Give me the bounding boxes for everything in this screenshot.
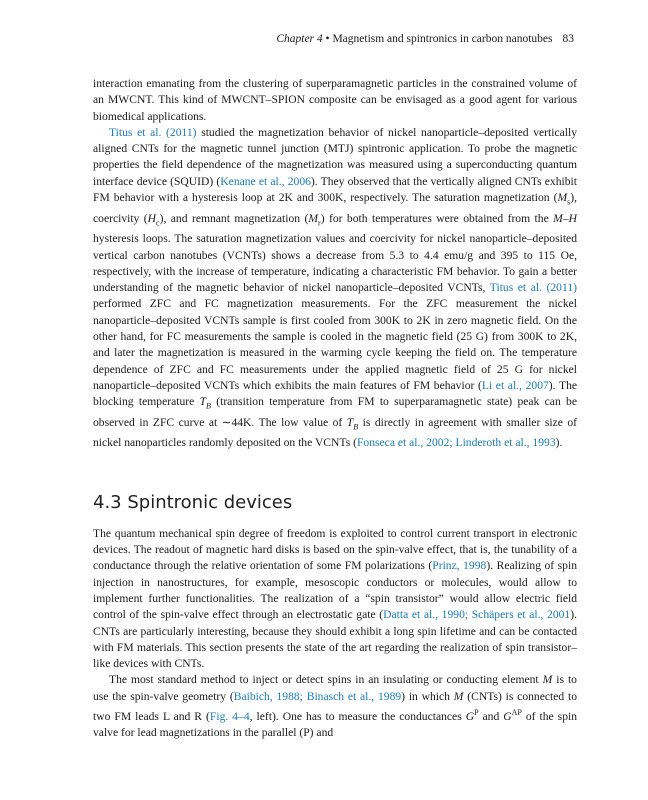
citation-link[interactable]: Baibich, 1988; Binasch et al., 1989: [233, 689, 402, 703]
citation-link[interactable]: Li et al., 2007: [481, 378, 549, 392]
page-body: [93, 76, 577, 742]
paragraph-2: Titus et al. (2011) studied the magnetization behavior of nickel nanoparticle–deposited vertically aligned CNTs for the magnetic tunnel junction (MTJ) spintronic application. To probe the magnetic properties the field dependence of the magnetization was measured using a superconducting quantum interface device (SQUID) (Kenane et al., 2006). They observed that the vertically aligned CNTs exhibit FM behavior with a hysteresis loop at 2K and 300K, respectively. The saturation magnetization $(M_s)$, coercivity $(H_c)$, and remnant magnetization $(M_r)$ for both temperatures were obtained from the M–H hysteresis loops. The saturation magnetization values and coercivity for nickel nanoparticle–deposited vertical carbon nanotubes (VCNTs) shows a decrease from 5.3 to 4.4 emu/g and 395 to 115 Oe, respectively, with the increase of temperature, indicating a characteristic FM behavior. To gain a better understanding of the magnetic behavior of nickel nanoparticle–deposited VCNTs, Titus et al. (2011) performed ZFC and FC magnetization measurements. For the ZFC measurement the nickel nanoparticle–deposited VCNTs sample is first cooled from 300K to 2K in zero magnetic field. On the other hand, for FC measurements the sample is cooled in the magnetic field (25 G) from 300K to 2K, and later the magnetization is measured in the warming cycle keeping the field on. The temperature dependence of ZFC and FC measurements under the applied magnetic field of 25 G for nickel nanoparticle–deposited VCNTs which exhibits the main features of FM behavior (Li et al., 2007). The blocking temperature $T_B$ (transition temperature from FM to superparamagnetic state) peak can be observed in ZFC curve at ∼44K. The low value of $T_B$ is directly in agreement with smaller size of nickel nanoparticles randomly deposited on the VCNTs (Fonseca et al., 2002; Linderoth et al., 1993).: [93, 125, 578, 450]
header-bullet: •: [325, 33, 330, 45]
paragraph-3: The quantum mechanical spin degree of freedom is exploited to control current transport in electronic devices. The readout of magnetic hard disks is based on the spin-valve effect, that is, the tunability of a conductance through the relative orientation of some FM polarizations (Prinz, 1998). Realizing of spin injection in nanostructures, for example, mesoscopic conductors or molecules, would allow to implement further functionalities. The realization of a “spin transistor” would allow electric field control of the spin-valve effect through an electrostatic gate (Datta et al., 1990; Schäpers et al., 2001). CNTs are particularly interesting, because they should exhibit a long spin lifetime and can be contacted with FM materials. This section presents the state of the art regarding the realization of spin transistor–like devices with CNTs.: [93, 526, 577, 671]
running-header: [0, 31, 574, 47]
citation-link[interactable]: Datta et al., 1990; Schäpers et al., 2001: [383, 608, 571, 622]
section-heading: 4.3 Spintronic devices: [93, 491, 293, 513]
citation-link[interactable]: Titus et al. (2011): [109, 125, 197, 139]
citation-link[interactable]: Titus et al. (2011): [489, 281, 577, 295]
figure-link[interactable]: Fig. 4–4: [209, 709, 250, 723]
citation-link[interactable]: Fonseca et al., 2002; Linderoth et al., 1993: [356, 436, 556, 450]
chapter-label: Chapter 4: [276, 33, 323, 45]
paragraph-4: The most standard method to inject or detect spins in an insulating or conducting element M is to use the spin-valve geometry (Baibich, 1988; Binasch et al., 1989) in which M (CNTs) is connected to two FM leads L and R (Fig. 4–4, left). One has to measure the conductances $G^P$ and $G^{AP}$ of the spin valve for lead magnetizations in the parallel (P) and: [93, 673, 578, 740]
chapter-title: Magnetism and spintronics in carbon nanotubes: [332, 33, 553, 45]
page-number: 83: [562, 33, 574, 45]
paragraph-1: interaction emanating from the clustering of superparamagnetic particles in the constrained volume of an MWCNT. This kind of MWCNT–SPION composite can be envisaged as a good agent for various biomedical applications.: [93, 77, 577, 123]
citation-link[interactable]: Kenane et al., 2006: [220, 174, 311, 188]
citation-link[interactable]: Prinz, 1998: [432, 559, 487, 573]
